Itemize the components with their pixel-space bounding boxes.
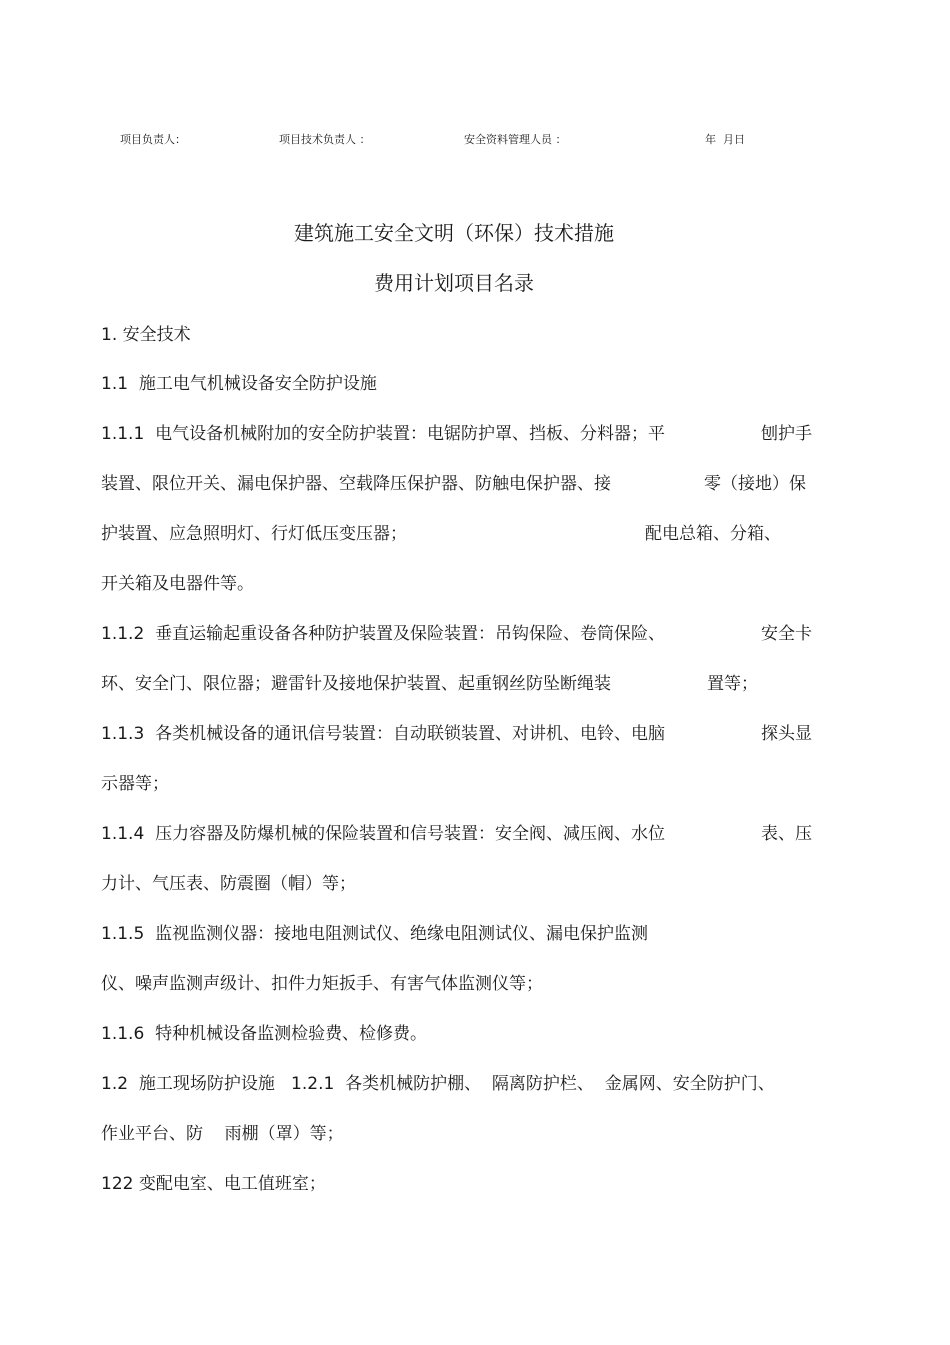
paragraph-line: 示器等；: [101, 774, 169, 794]
heading-line: 1.1 施工电气机械设备安全防护设施: [101, 374, 377, 394]
paragraph-line: 装置、限位开关、漏电保护器、空载降压保护器、防触电保护器、接: [101, 474, 611, 494]
paragraph-line-tail: 安全卡: [761, 624, 812, 644]
paragraph-line-tail: 探头显: [761, 724, 812, 744]
paragraph-line-tail: 刨护手: [761, 424, 812, 444]
paragraph-line: 作业平台、防 雨棚（罩）等；: [101, 1124, 344, 1144]
project-manager-label: 项目负责人：: [120, 133, 186, 146]
paragraph-line: 1.1.4 压力容器及防爆机械的保险装置和信号装置：安全阀、减压阀、水位: [101, 824, 666, 844]
paragraph-line: 力计、气压表、防震圈（帽）等；: [101, 874, 356, 894]
paragraph-line: 护装置、应急照明灯、行灯低压变压器；: [101, 524, 407, 544]
heading-line: 1. 安全技术: [101, 325, 191, 345]
paragraph-line-tail: 表、压: [761, 824, 812, 844]
date-label: 年 月日: [705, 133, 745, 146]
paragraph-line: 1.1.5 监视监测仪器：接地电阻测试仪、绝缘电阻测试仪、漏电保护监测: [101, 924, 649, 944]
paragraph-line-tail: 配电总箱、分箱、: [645, 524, 781, 544]
document-subtitle: 费用计划项目名录: [374, 271, 534, 295]
paragraph-line-tail: 置等；: [707, 674, 758, 694]
paragraph-line: 1.1.1 电气设备机械附加的安全防护装置：电锯防护罩、挡板、分料器；平: [101, 424, 666, 444]
paragraph-line-tail: 零（接地）保: [704, 474, 806, 494]
paragraph-line: 开关箱及电器件等。: [101, 574, 254, 594]
paragraph-line: 1.2 施工现场防护设施 1.2.1 各类机械防护棚、 隔离防护栏、 金属网、安全防护门、: [101, 1074, 775, 1094]
paragraph-line: 122 变配电室、电工值班室；: [101, 1174, 326, 1194]
paragraph-line: 1.1.2 垂直运输起重设备各种防护装置及保险装置：吊钩保险、卷筒保险、: [101, 624, 666, 644]
paragraph-line: 仪、噪声监测声级计、扣件力矩扳手、有害气体监测仪等；: [101, 974, 543, 994]
tech-manager-label: 项目技术负责人 ：: [279, 133, 371, 146]
document-title: 建筑施工安全文明（环保）技术措施: [294, 221, 614, 245]
paragraph-line: 1.1.6 特种机械设备监测检验费、检修费。: [101, 1024, 428, 1044]
safety-clerk-label: 安全资料管理人员 ：: [464, 133, 567, 146]
paragraph-line: 环、安全门、限位器；避雷针及接地保护装置、起重钢丝防坠断绳装: [101, 674, 611, 694]
paragraph-line: 1.1.3 各类机械设备的通讯信号装置：自动联锁装置、对讲机、电铃、电脑: [101, 724, 666, 744]
